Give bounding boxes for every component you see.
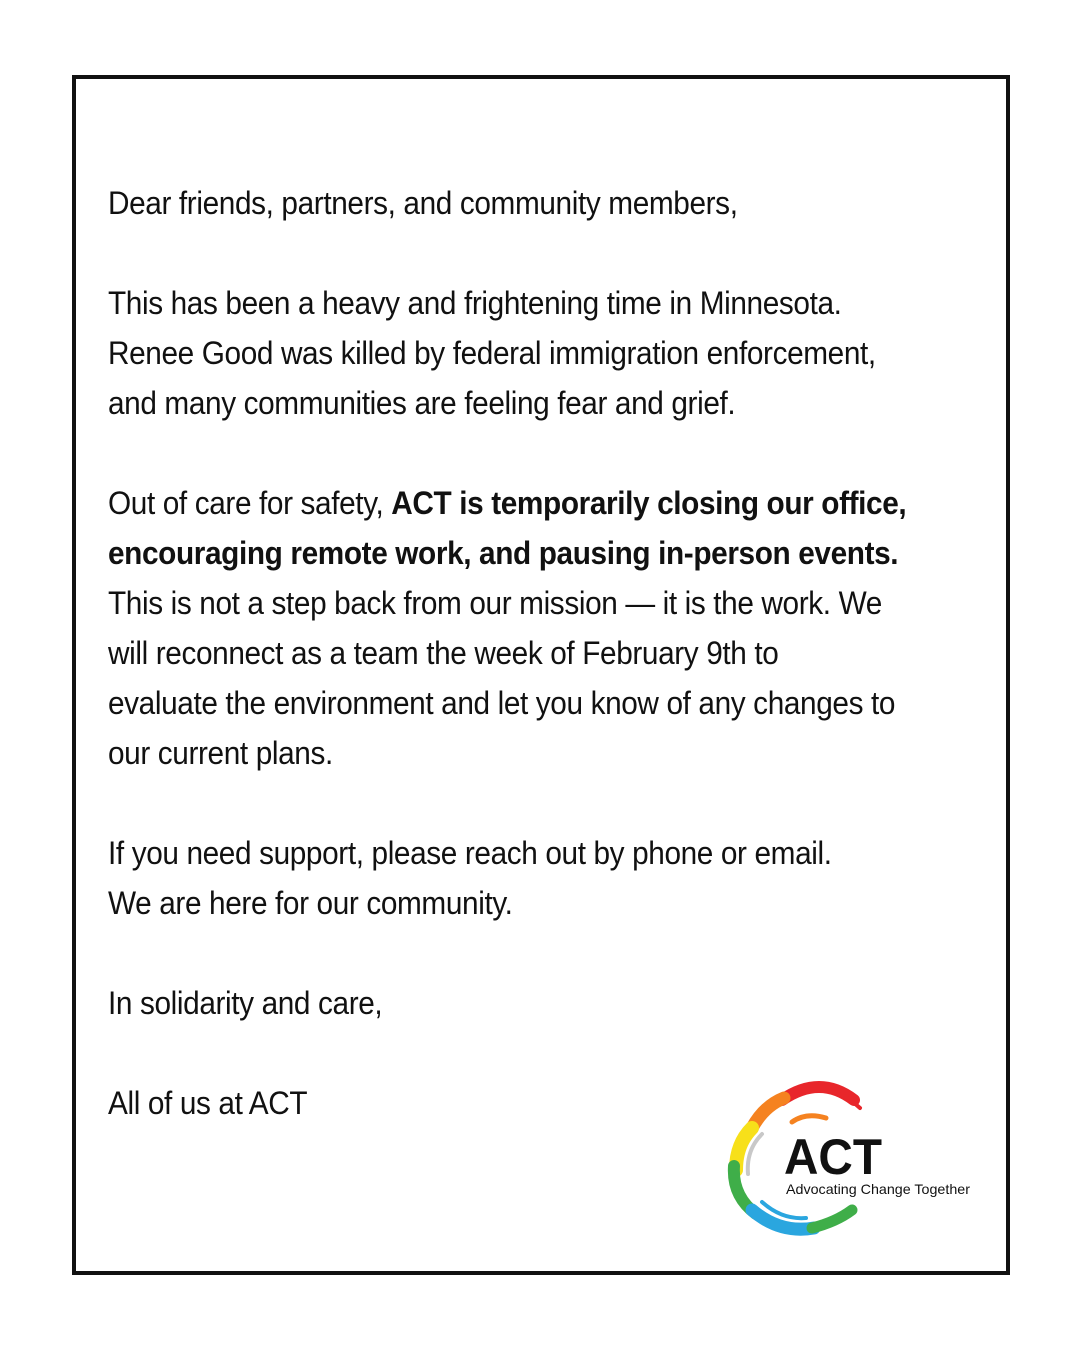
- logo-tagline: Advocating Change Together: [786, 1181, 971, 1197]
- act-logo-graphic: [722, 1078, 982, 1238]
- bold-announcement-line: encouraging remote work, and pausing in-person events.: [108, 535, 899, 571]
- paragraph-line: Renee Good was killed by federal immigration enforcement,: [108, 335, 876, 371]
- paragraph-situation: [108, 278, 926, 428]
- greeting: [108, 178, 926, 228]
- signature-text: All of us at ACT: [108, 1085, 308, 1121]
- paragraph-line: If you need support, please reach out by phone or email.: [108, 835, 832, 871]
- closing: [108, 978, 926, 1028]
- act-logo: [722, 1078, 982, 1238]
- bold-announcement-line: ACT is temporarily closing our office,: [391, 485, 907, 521]
- paragraph-line: We are here for our community.: [108, 885, 513, 921]
- paragraph-line: This is not a step back from our mission — it is the work. We: [108, 585, 882, 621]
- paragraph-line: This has been a heavy and frightening time in Minnesota.: [108, 285, 842, 321]
- paragraph-intro: Out of care for safety,: [108, 485, 392, 521]
- paragraph-line: and many communities are feeling fear and grief.: [108, 385, 736, 421]
- paragraph-support: [108, 828, 926, 928]
- paragraph-closure-notice: [108, 478, 926, 778]
- greeting-text: Dear friends, partners, and community members,: [108, 185, 738, 221]
- logo-wordmark: ACT: [784, 1129, 882, 1185]
- letter-body: [108, 178, 926, 1128]
- closing-text: In solidarity and care,: [108, 985, 383, 1021]
- logo-swirl-green-tail: [812, 1210, 852, 1228]
- paragraph-line: evaluate the environment and let you know of any changes to: [108, 685, 896, 721]
- paragraph-line: will reconnect as a team the week of February 9th to: [108, 635, 779, 671]
- logo-swirl-orange-accent: [792, 1116, 826, 1122]
- paragraph-line: our current plans.: [108, 735, 333, 771]
